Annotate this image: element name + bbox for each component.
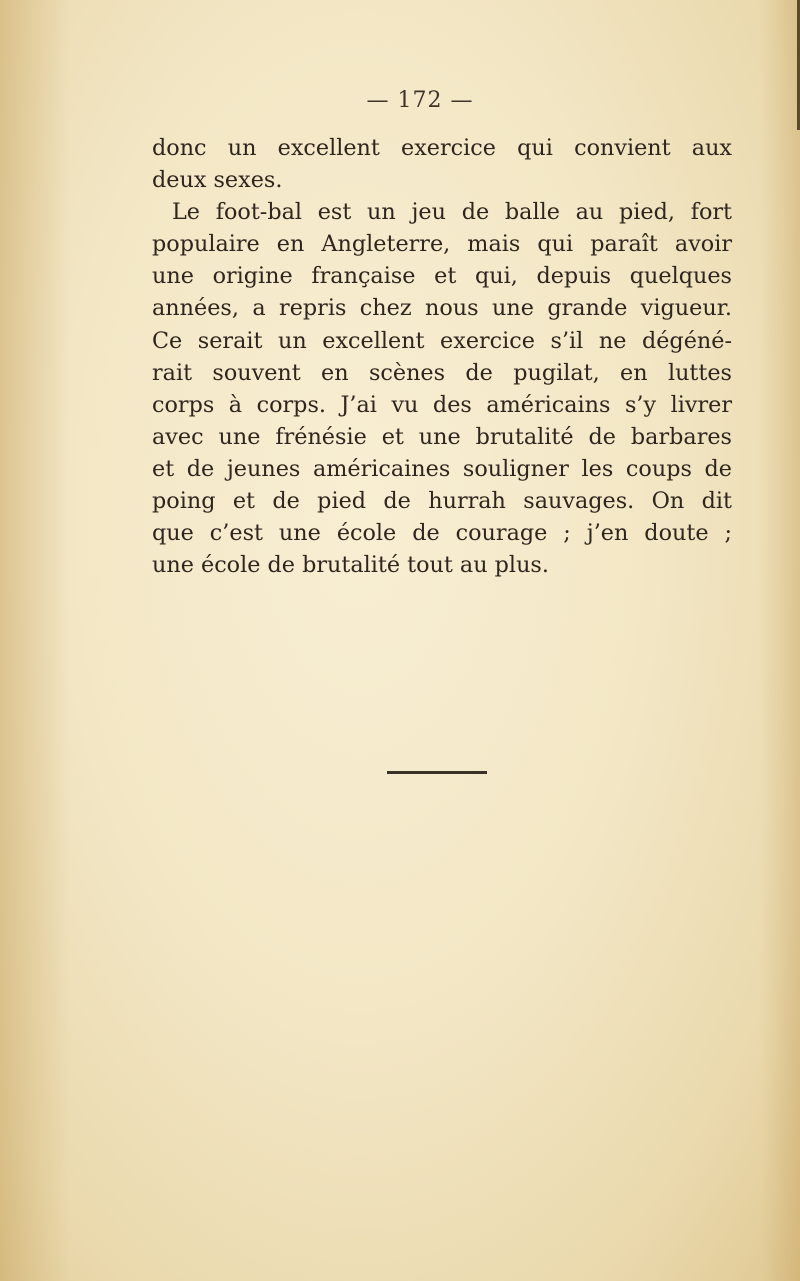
text-line: que c’est une école de courage ; j’en doute ;	[152, 520, 732, 547]
section-divider	[387, 771, 487, 774]
text-line: Le foot-bal est un jeu de balle au pied, fort	[172, 199, 732, 226]
text-line: une école de brutalité tout au plus.	[152, 552, 549, 579]
text-line: deux sexes.	[152, 167, 283, 194]
body-text	[152, 132, 732, 581]
text-line: rait souvent en scènes de pugilat, en luttes	[152, 359, 732, 386]
page-number: — 172 —	[366, 88, 474, 113]
text-line: années, a repris chez nous une grande vigueur.	[152, 295, 732, 322]
text-line: et de jeunes américaines souligner les coups de	[152, 455, 732, 482]
text-line: corps à corps. J’ai vu des américains s’y livrer	[152, 391, 732, 418]
text-line: donc un excellent exercice qui convient aux	[152, 135, 732, 161]
text-line: populaire en Angleterre, mais qui paraît avoir	[152, 231, 732, 258]
text-line: avec une frénésie et une brutalité de barbares	[152, 423, 732, 450]
text-line: poing et de pied de hurrah sauvages. On dit	[152, 488, 732, 515]
text-line: Ce serait un excellent exercice s’il ne dégéné-	[152, 327, 732, 354]
text-line: une origine française et qui, depuis quelques	[152, 263, 732, 290]
